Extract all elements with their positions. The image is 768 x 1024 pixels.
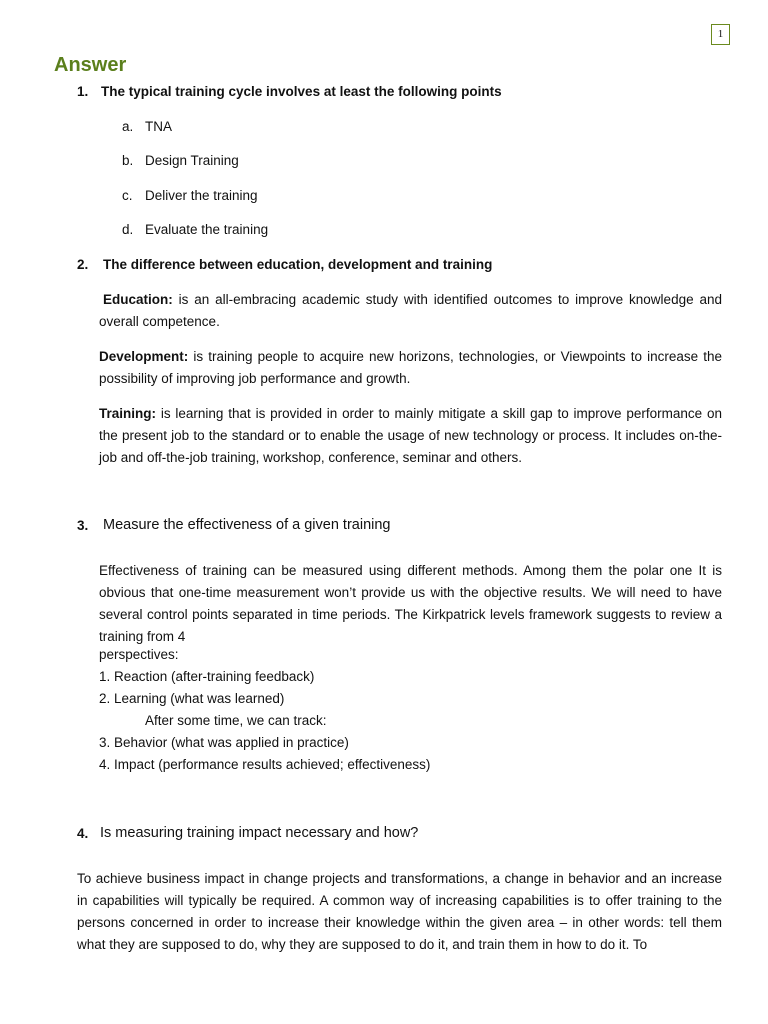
perspective-item: 1. Reaction (after-training feedback) <box>99 669 315 684</box>
development-text: is training people to acquire new horizons, technologies, or Viewpoints to increase the possibility of improving job performance and growth. <box>99 349 722 386</box>
page-number: 1 <box>711 24 730 45</box>
list-item-letter: d. <box>122 222 134 237</box>
education-paragraph <box>99 289 722 333</box>
list-item-text: TNA <box>145 119 172 134</box>
list-item-letter: c. <box>122 188 133 203</box>
question-2-number: 2. <box>77 257 89 272</box>
list-item-letter: b. <box>122 153 134 168</box>
education-term: Education: <box>103 292 173 307</box>
question-3-number: 3. <box>77 518 89 533</box>
impact-paragraph: To achieve business impact in change projects and transformations, a change in behavior and an increase in capabilities will typically be required. A common way of increasing capabilities is to offer training to the persons concerned in order to increase their knowledge within the given area – in other words: tell them what they are supposed to do, why they are supposed to do it, and train them in how to do it. To <box>77 871 722 952</box>
training-term: Training: <box>99 406 156 421</box>
question-2-title: The difference between education, development and training <box>103 257 493 272</box>
development-term: Development: <box>99 349 189 364</box>
education-text: is an all-embracing academic study with identified outcomes to improve knowledge and overall competence. <box>99 292 722 329</box>
answer-heading: Answer <box>54 54 127 76</box>
list-item-letter: a. <box>122 119 134 134</box>
question-4-title: Is measuring training impact necessary and how? <box>100 825 419 841</box>
list-item-text: Evaluate the training <box>145 222 269 237</box>
perspectives-line: perspectives: <box>99 647 179 662</box>
list-item-text: Deliver the training <box>145 188 258 203</box>
training-paragraph <box>99 403 722 469</box>
training-text: is learning that is provided in order to mainly mitigate a skill gap to improve performance on the present job to the standard or to enable the usage of new technology or process. It includes on-the-job and off-the-job training, workshop, conference, seminar and others. <box>99 406 722 465</box>
development-paragraph <box>99 346 722 390</box>
perspective-item: 3. Behavior (what was applied in practice) <box>99 735 349 750</box>
question-4-number: 4. <box>77 826 89 841</box>
effectiveness-paragraph: Effectiveness of training can be measured using different methods. Among them the polar one It is obvious that one-time measurement won’t provide us with the objective results. We will need to have several control points separated in time periods. The Kirkpatrick levels framework suggests to review a training from 4 <box>99 563 722 644</box>
perspective-item: 2. Learning (what was learned) <box>99 691 285 706</box>
perspective-item: 4. Impact (performance results achieved; effectiveness) <box>99 757 431 772</box>
question-3-title: Measure the effectiveness of a given training <box>103 517 391 533</box>
question-1-number: 1. <box>77 84 89 99</box>
list-item-text: Design Training <box>145 153 239 168</box>
question-1-title: The typical training cycle involves at least the following points <box>101 84 502 99</box>
track-note: After some time, we can track: <box>145 713 327 728</box>
